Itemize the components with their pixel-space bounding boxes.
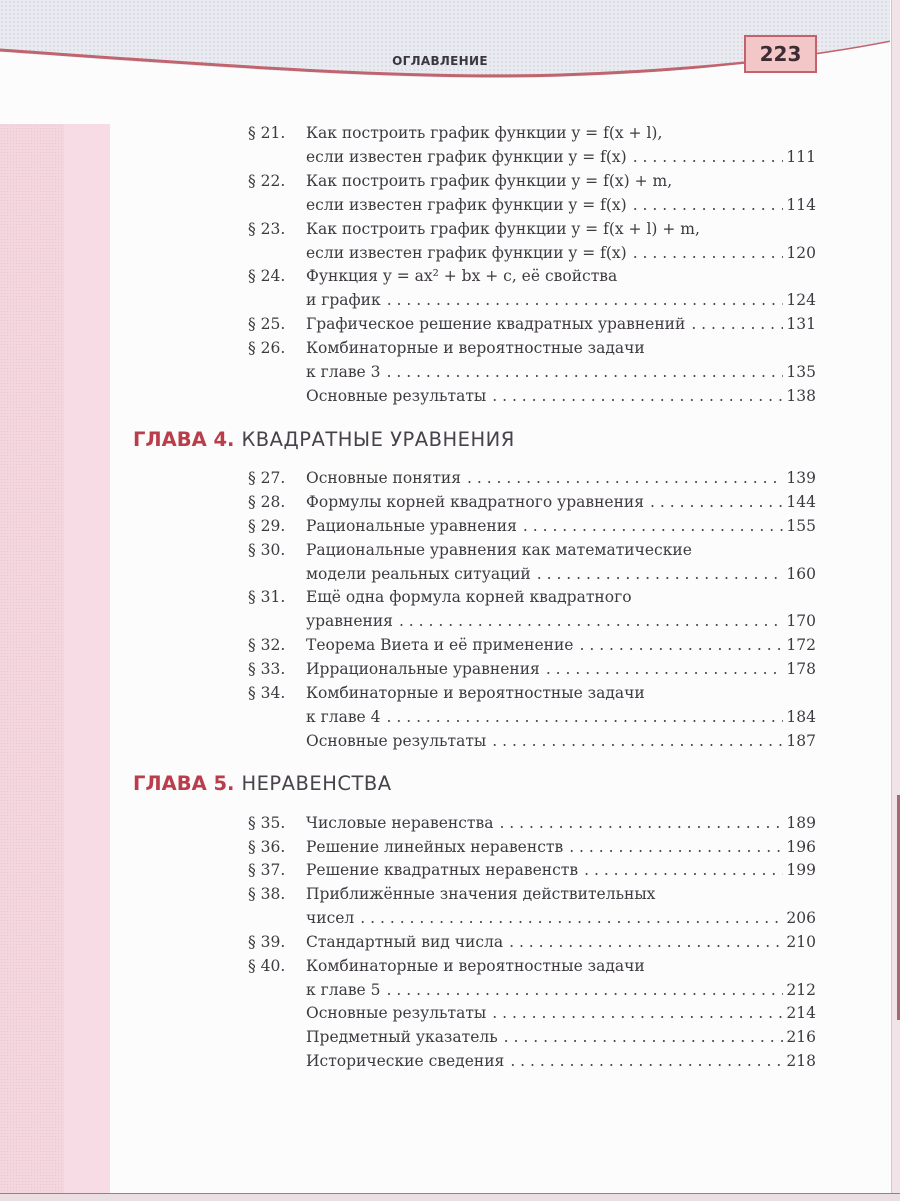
leader-dots xyxy=(504,1025,784,1049)
toc-entry-26-cont[interactable]: к главе 3 . . . 135 xyxy=(306,360,816,384)
page-ref: 144 xyxy=(786,493,816,511)
leader-dots xyxy=(387,978,784,1002)
toc-entry-30[interactable]: § 30. Рациональные уравнения как математические xyxy=(248,541,692,559)
toc-entry-24[interactable]: § 24. Функция y = ax² + bx + c, её свойства xyxy=(248,267,618,285)
page-ref: 160 xyxy=(786,565,816,583)
toc-entry-32[interactable]: § 32. Теорема Виета и её применение . . . 172 xyxy=(248,633,816,657)
leader-dots xyxy=(492,1001,783,1025)
page-ref: 187 xyxy=(786,732,816,750)
page-ref: 212 xyxy=(786,981,816,999)
chapter-4-heading[interactable] xyxy=(133,426,515,454)
page-ref: 139 xyxy=(786,469,816,487)
leader-dots xyxy=(546,657,784,681)
leader-dots xyxy=(633,145,784,169)
toc-entry-26[interactable]: § 26. Комбинаторные и вероятностные задачи xyxy=(248,339,645,357)
toc-entry-35[interactable]: § 35. Числовые неравенства . . . 189 xyxy=(248,811,816,835)
toc-entry-22[interactable]: § 22. Как построить график функции y = f(x) + m, xyxy=(248,172,673,190)
toc-entry-ch4-results[interactable]: Основные результаты . . . 187 xyxy=(306,729,816,753)
leader-dots xyxy=(509,930,783,954)
leader-dots xyxy=(569,835,783,859)
leader-dots xyxy=(537,562,784,586)
toc-entry-34[interactable]: § 34. Комбинаторные и вероятностные задачи xyxy=(248,684,645,702)
leader-dots xyxy=(650,490,783,514)
leader-dots xyxy=(633,193,784,217)
leader-dots xyxy=(360,906,783,930)
leader-dots xyxy=(492,729,783,753)
toc-entry-27[interactable]: § 27. Основные понятия . . . 139 xyxy=(248,466,816,490)
page-ref: 111 xyxy=(786,148,816,166)
page-ref: 124 xyxy=(786,291,816,309)
leader-dots xyxy=(387,705,784,729)
toc-entry-title: Как построить график функции y = f(x + l), xyxy=(306,124,663,142)
leader-dots xyxy=(387,360,784,384)
toc-entry-subject-index[interactable]: Предметный указатель . . . 216 xyxy=(306,1025,816,1049)
page-ref: 189 xyxy=(786,814,816,832)
page-ref: 178 xyxy=(786,660,816,678)
leader-dots xyxy=(499,811,783,835)
page-ref: 131 xyxy=(786,315,816,333)
chapter-label: ГЛАВА 4. xyxy=(133,428,235,451)
left-panel-texture xyxy=(0,124,64,1194)
toc-entry-21-cont[interactable]: если известен график функции y = f(x) . . . 111 xyxy=(306,145,816,169)
toc-entry-ch3-results[interactable]: Основные результаты . . . 138 xyxy=(306,384,816,408)
leader-dots xyxy=(579,633,783,657)
page-ref: 172 xyxy=(786,636,816,654)
right-page-edge xyxy=(891,0,900,1200)
toc-entry-38[interactable]: § 38. Приближённые значения действительных xyxy=(248,885,656,903)
toc-entry-39[interactable]: § 39. Стандартный вид числа . . . 210 xyxy=(248,930,816,954)
page-ref: 218 xyxy=(786,1052,816,1070)
page-ref: 210 xyxy=(786,933,816,951)
leader-dots xyxy=(510,1049,783,1073)
page-ref: 170 xyxy=(786,612,816,630)
page-ref: 138 xyxy=(786,387,816,405)
toc-entry-23-cont[interactable]: если известен график функции y = f(x) . . . 120 xyxy=(306,241,816,265)
page-ref: 135 xyxy=(786,363,816,381)
chapter-title: КВАДРАТНЫЕ УРАВНЕНИЯ xyxy=(241,428,515,451)
toc-entry-30-cont[interactable]: модели реальных ситуаций . . . 160 xyxy=(306,562,816,586)
toc-entry-40-cont[interactable]: к главе 5 . . . 212 xyxy=(306,978,816,1002)
page-ref: 120 xyxy=(786,244,816,262)
leader-dots xyxy=(633,241,784,265)
toc-entry-37[interactable]: § 37. Решение квадратных неравенств . . . 199 xyxy=(248,858,816,882)
toc-entry-22-cont[interactable]: если известен график функции y = f(x) . . . 114 xyxy=(306,193,816,217)
leader-dots xyxy=(387,288,784,312)
toc-entry-38-cont[interactable]: чисел . . . 206 xyxy=(306,906,816,930)
leader-dots xyxy=(584,858,783,882)
page-ref: 184 xyxy=(786,708,816,726)
page-ref: 114 xyxy=(786,196,816,214)
page-number-badge: 223 xyxy=(744,35,817,73)
toc-entry-24-cont[interactable]: и график . . . 124 xyxy=(306,288,816,312)
toc-entry-23[interactable]: § 23. Как построить график функции y = f(x + l) + m, xyxy=(248,220,700,238)
page-ref: 155 xyxy=(786,517,816,535)
leader-dots xyxy=(399,609,783,633)
chapter-label: ГЛАВА 5. xyxy=(133,772,235,795)
page-ref: 206 xyxy=(786,909,816,927)
toc-entry-31[interactable]: § 31. Ещё одна формула корней квадратного xyxy=(248,588,632,606)
leader-dots xyxy=(467,466,783,490)
toc-entry-ch5-results[interactable]: Основные результаты . . . 214 xyxy=(306,1001,816,1025)
toc-entry-25[interactable]: § 25. Графическое решение квадратных уравнений . . . 131 xyxy=(248,312,816,336)
toc-entry-33[interactable]: § 33. Иррациональные уравнения . . . 178 xyxy=(248,657,816,681)
chapter-5-heading[interactable] xyxy=(133,770,392,798)
toc-entry-34-cont[interactable]: к главе 4 . . . 184 xyxy=(306,705,816,729)
running-header-title: ОГЛАВЛЕНИЕ xyxy=(392,54,488,68)
chapter-title: НЕРАВЕНСТВА xyxy=(241,772,392,795)
toc-entry-40[interactable]: § 40. Комбинаторные и вероятностные задачи xyxy=(248,957,645,975)
page-ref: 196 xyxy=(786,838,816,856)
left-decorative-panel xyxy=(0,124,110,1194)
page-ref: 216 xyxy=(786,1028,816,1046)
leader-dots xyxy=(691,312,783,336)
toc-entry-21[interactable]: § 21. Как построить график функции y = f(x + l), xyxy=(248,121,816,145)
page-ref: 199 xyxy=(786,861,816,879)
page-ref: 214 xyxy=(786,1004,816,1022)
leader-dots xyxy=(492,384,783,408)
leader-dots xyxy=(523,514,784,538)
toc-entry-historical-notes[interactable]: Исторические сведения . . . 218 xyxy=(306,1049,816,1073)
toc-entry-28[interactable]: § 28. Формулы корней квадратного уравнения . . . 144 xyxy=(248,490,816,514)
toc-entry-29[interactable]: § 29. Рациональные уравнения . . . 155 xyxy=(248,514,816,538)
toc-entry-31-cont[interactable]: уравнения . . . 170 xyxy=(306,609,816,633)
toc-entry-36[interactable]: § 36. Решение линейных неравенств . . . 196 xyxy=(248,835,816,859)
